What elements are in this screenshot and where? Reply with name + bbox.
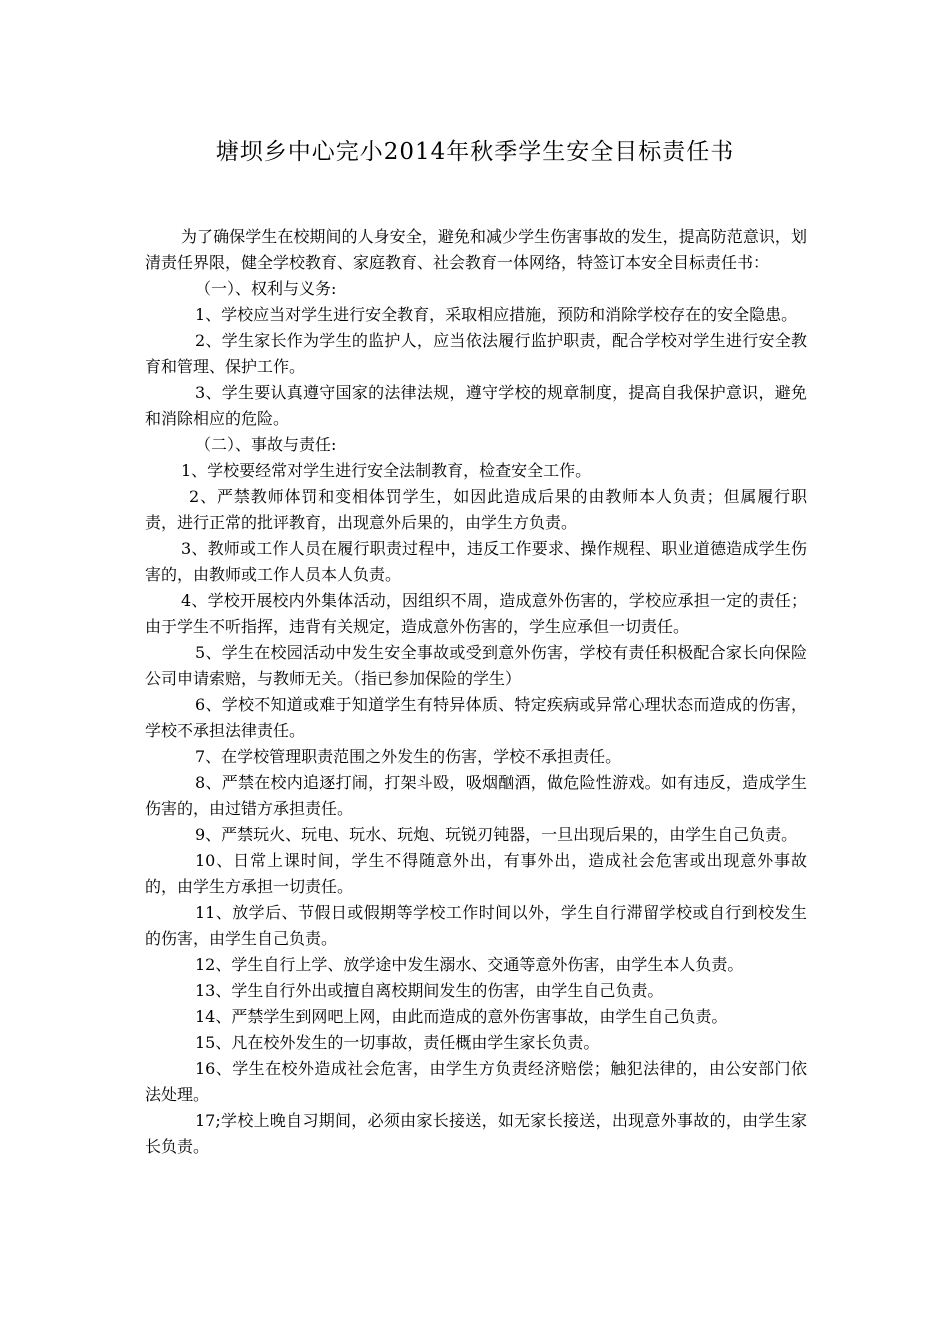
accident-item-16: 16、学生在校外造成社会危害，由学生方负责经济赔偿；触犯法律的，由公安部门依法处理。 — [145, 1059, 807, 1104]
accident-item-2: 2、严禁教师体罚和变相体罚学生，如因此造成后果的由教师本人负责；但属履行职责，进行正常的批评教育，出现意外后果的，由学生方负责。 — [145, 487, 807, 532]
accident-item-9: 9、严禁玩火、玩电、玩水、玩炮、玩锐刃钝器，一旦出现后果的，由学生自己负责。 — [195, 825, 798, 844]
accident-item-14: 14、严禁学生到网吧上网，由此而造成的意外伤害事故，由学生自己负责。 — [195, 1007, 728, 1026]
accident-item-7: 7、在学校管理职责范围之外发生的伤害，学校不承担责任。 — [195, 747, 622, 766]
accident-item-6: 6、学校不知道或难于知道学生有特异体质、特定疾病或异常心理状态而造成的伤害，学校不承担法律责任。 — [145, 695, 807, 740]
accident-item-17: 17;学校上晚自习期间，必须由家长接送，如无家长接送，出现意外事故的，由学生家长负责。 — [145, 1111, 807, 1156]
accident-item-15: 15、凡在校外发生的一切事故，责任概由学生家长负责。 — [195, 1033, 600, 1052]
document-title: 塘坝乡中心完小2014年秋季学生安全目标责任书 — [215, 139, 735, 165]
accident-item-4: 4、学校开展校内外集体活动，因组织不周，造成意外伤害的，学校应承担一定的责任；由于学生不听指挥，违背有关规定，造成意外伤害的，学生应承但一切责任。 — [145, 591, 807, 636]
accident-item-8: 8、严禁在校内追逐打闹，打架斗殴，吸烟酗酒，做危险性游戏。如有违反，造成学生伤害的，由过错方承担责任。 — [145, 773, 807, 818]
accident-item-12: 12、学生自行上学、放学途中发生溺水、交通等意外伤害，由学生本人负责。 — [195, 955, 744, 974]
section-heading-rights: （一）、权利与义务: — [195, 279, 337, 298]
section-heading-accidents: （二）、事故与责任: — [195, 435, 337, 454]
rights-item-3: 3、学生要认真遵守国家的法律法规，遵守学校的规章制度，提高自我保护意识，避免和消除相应的危险。 — [145, 383, 807, 428]
accident-item-3: 3、教师或工作人员在履行职责过程中，违反工作要求、操作规程、职业道德造成学生伤害的，由教师或工作人员本人负责。 — [145, 539, 807, 584]
accident-item-11: 11、放学后、节假日或假期等学校工作时间以外，学生自行滞留学校或自行到校发生的伤害，由学生自己负责。 — [145, 903, 807, 948]
rights-item-2: 2、学生家长作为学生的监护人，应当依法履行监护职责，配合学校对学生进行安全教育和管理、保护工作。 — [145, 331, 807, 376]
intro-paragraph: 为了确保学生在校期间的人身安全，避免和减少学生伤害事故的发生，提高防范意识，划清责任界限，健全学校教育、家庭教育、社会教育一体网络，特签订本安全目标责任书： — [145, 227, 807, 272]
document-body — [145, 224, 807, 1160]
accident-item-5: 5、学生在校园活动中发生安全事故或受到意外伤害，学校有责任积极配合家长向保险公司申请索赔，与教师无关。（指已参加保险的学生） — [145, 643, 807, 688]
rights-item-1: 1、学校应当对学生进行安全教育，采取相应措施，预防和消除学校存在的安全隐患。 — [195, 305, 798, 324]
accident-item-1: 1、学校要经常对学生进行安全法制教育，检查安全工作。 — [181, 461, 592, 480]
accident-item-13: 13、学生自行外出或擅自离校期间发生的伤害，由学生自己负责。 — [195, 981, 664, 1000]
accident-item-10: 10、日常上课时间，学生不得随意外出，有事外出，造成社会危害或出现意外事故的，由学生方承担一切责任。 — [145, 851, 807, 896]
